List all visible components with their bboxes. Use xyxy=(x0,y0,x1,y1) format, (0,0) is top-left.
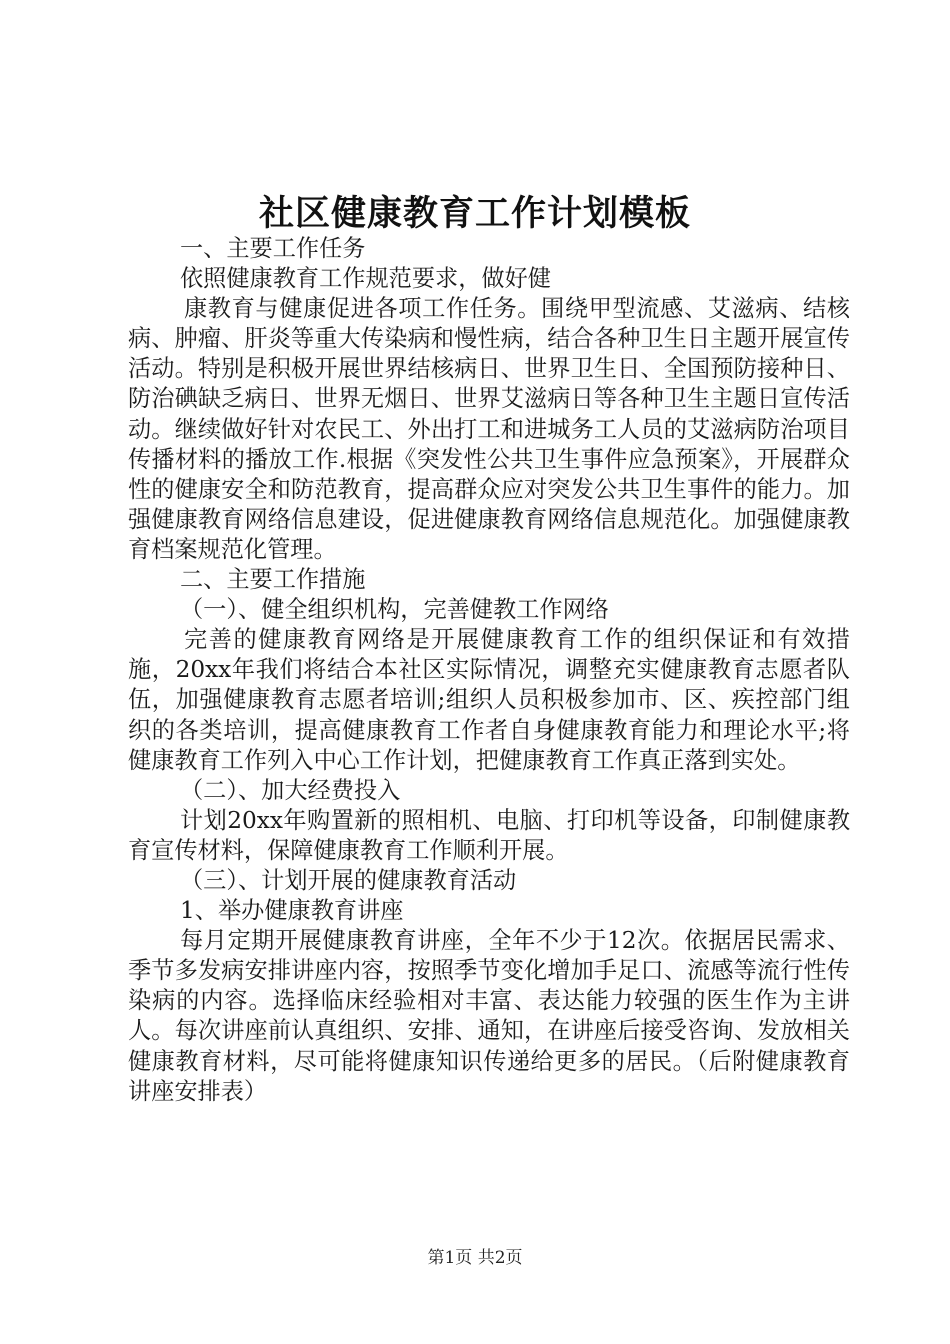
section-heading-1: 一、主要工作任务 xyxy=(180,235,366,262)
paragraph-3: 计划20xx年购置新的照相机、电脑、打印机等设备，印制健康教育宣传材料，保障健康教育工作顺利开展。 xyxy=(128,806,850,864)
section-heading-2: 二、主要工作措施 xyxy=(180,566,366,594)
item-heading-1: 1、举办健康教育讲座 xyxy=(180,897,404,925)
page-footer: 第1页 共2页 xyxy=(427,1248,523,1268)
document-body xyxy=(128,234,850,1107)
subsection-heading-2: （二）、加大经费投入 xyxy=(180,776,401,804)
paragraph-2: 完善的健康教育网络是开展健康教育工作的组织保证和有效措施，20xx年我们将结合本社区实际情况，调整充实健康教育志愿者队伍，加强健康教育志愿者培训;组织人员积极参加市、区、疾控部门组织的各类培训，提高健康教育工作者自身健康教育能力和理论水平;将健康教育工作列入中心工作计划，把健康教育工作真正落到实处。 xyxy=(128,626,850,774)
subsection-heading-1: （一）、健全组织机构，完善健教工作网络 xyxy=(180,596,609,624)
paragraph-1: 康教育与健康促进各项工作任务。围绕甲型流感、艾滋病、结核病、肿瘤、肝炎等重大传染病和慢性病，结合各种卫生日主题开展宣传活动。特别是积极开展世界结核病日、世界卫生日、全国预防接种日、防治碘缺乏病日、世界无烟日、世界艾滋病日等各种卫生主题日宣传活动。继续做好针对农民工、外出打工和进城务工人员的艾滋病防治项目传播材料的播放工作.根据《突发性公共卫生事件应急预案》，开展群众性的健康安全和防范教育，提高群众应对突发公共卫生事件的能力。加强健康教育网络信息建设，促进健康教育网络信息规范化。加强健康教育档案规范化管理。 xyxy=(128,295,850,563)
paragraph-1-lead: 依照健康教育工作规范要求，做好健 xyxy=(180,265,551,293)
subsection-heading-3: （三）、计划开展的健康教育活动 xyxy=(180,866,517,894)
document-title: 社区健康教育工作计划模板 xyxy=(258,193,691,234)
paragraph-4: 每月定期开展健康教育讲座，全年不少于12次。依据居民需求、季节多发病安排讲座内容，按照季节变化增加手足口、流感等流行性传染病的内容。选择临床经验相对丰富、表达能力较强的医生作为主讲人。每次讲座前认真组织、安排、通知，在讲座后接受咨询、发放相关健康教育材料，尽可能将健康知识传递给更多的居民。（后附健康教育讲座安排表） xyxy=(128,927,850,1105)
